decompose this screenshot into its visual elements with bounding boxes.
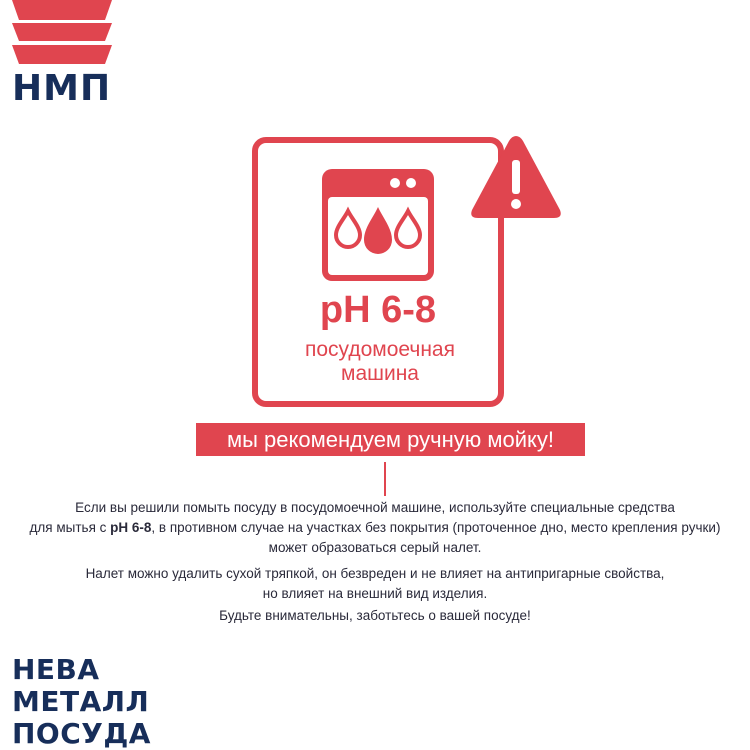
paragraph-residue-note: Налет можно удалить сухой тряпкой, он безвреден и не влияет на антипригарные свойства, но влияет на внешний вид изделия. [85,566,665,601]
dishwasher-icon [320,167,436,283]
warning-icon [468,130,564,226]
logo-text: НМП [12,68,112,109]
paragraph-care-note: Будьте внимательны, заботьтесь о вашей посуде! [219,608,531,623]
recommendation-banner: мы рекомендуем ручную мойку! [196,423,585,456]
paragraph-dishwasher-advice: Если вы решили помыть посуду в посудомоечной машине, используйте специальные средства для мытья с pH 6-8, в противном случае на участках без покрытия (проточенное дно, место крепления ручки) может образоваться серый налет. [29,500,721,555]
nmp-logo [12,0,112,109]
divider-line [384,462,386,496]
brand-name: НЕВА МЕТАЛЛ ПОСУДА [12,653,151,750]
dishwasher-label: посудомоечная машина [305,338,455,385]
logo-stack-icon [12,0,112,68]
ph-label: pH 6-8 [319,289,437,331]
